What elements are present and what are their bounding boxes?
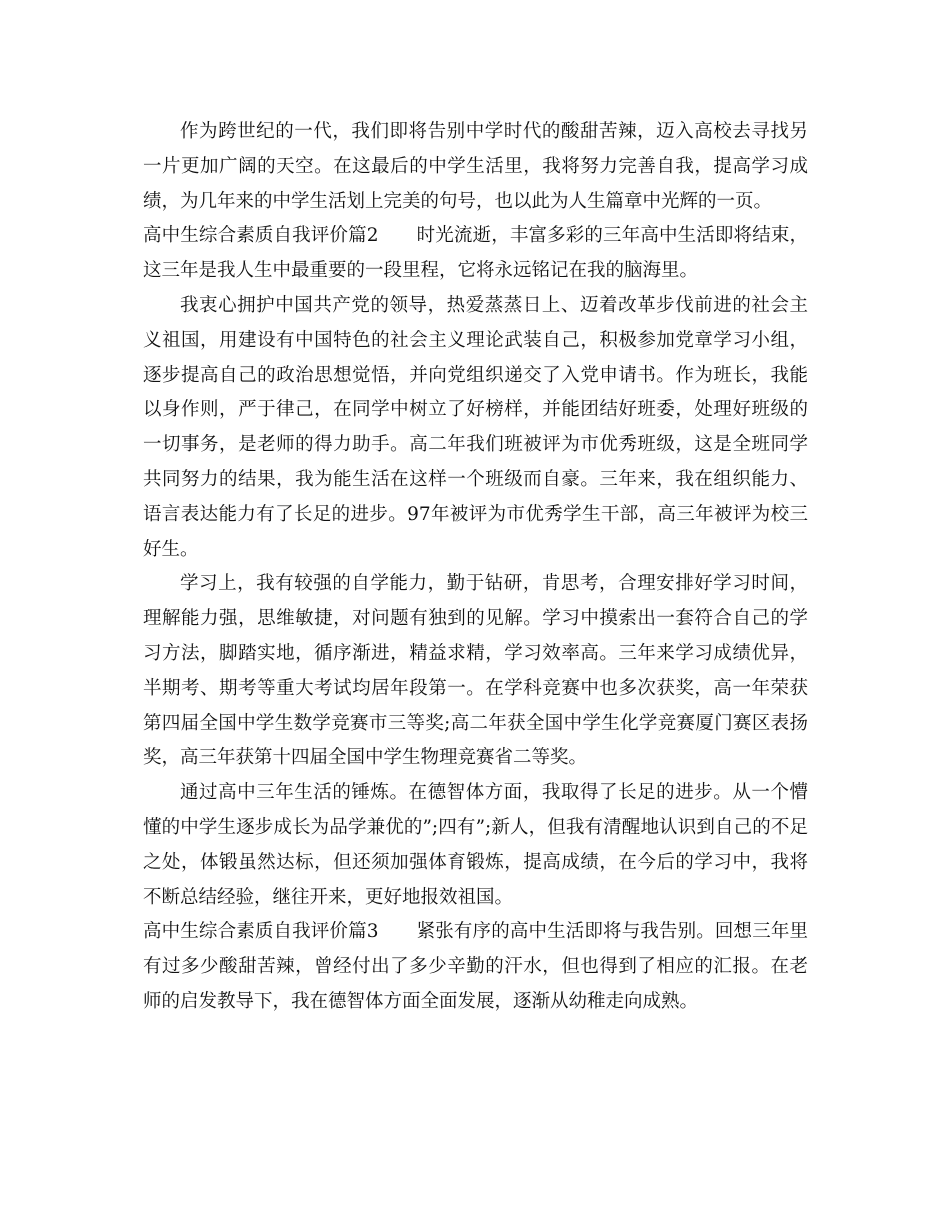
section-2-text: 时光流逝，丰富多彩的三年高中生活即将结束，这三年是我人生中最重要的一段里程，它将永远铭记在我的脑海里。 [143,225,808,282]
section-2-heading: 高中生综合素质自我评价篇2 [143,225,379,247]
paragraph-growth: 通过高中三年生活的锤炼。在德智体方面，我取得了长足的进步。从一个懵懂的中学生逐步成长为品学兼优的”;四有”;新人，但我有清醒地认识到自己的不足之处，体锻虽然达标，但还须加强体育锻炼，提高成绩，在今后的学习中，我将不断总结经验，继往开来，更好地报效祖国。 [143,782,808,908]
paragraph-study: 学习上，我有较强的自学能力，勤于钻研，肯思考，合理安排好学习时间，理解能力强，思维敏捷，对问题有独到的见解。学习中摸索出一套符合自己的学习方法，脚踏实地，循序渐进，精益求精，学习效率高。三年来学习成绩优异，半期考、期考等重大考试均居年段第一。在学科竞赛中也多次获奖，高一年荣获第四届全国中学生数学竞赛市三等奖;高二年获全国中学生化学竞赛厦门赛区表扬奖，高三年获第十四届全国中学生物理竞赛省二等奖。 [143,573,808,769]
paragraph-intro: 作为跨世纪的一代，我们即将告别中学时代的酸甜苦辣，迈入高校去寻找另一片更加广阔的天空。在这最后的中学生活里，我将努力完善自我，提高学习成绩，为几年来的中学生活划上完美的句号，也以此为人生篇章中光辉的一页。 [143,121,808,212]
section-3-text: 紧张有序的高中生活即将与我告别。回想三年里有过多少酸甜苦辣，曾经付出了多少辛勤的汗水，但也得到了相应的汇报。在老师的启发教导下，我在德智体方面全面发展，逐渐从幼稚走向成熟。 [143,921,808,1012]
section-2 [143,219,808,289]
document-body [143,115,808,1020]
section-3-heading: 高中生综合素质自我评价篇3 [143,921,379,943]
paragraph-political: 我衷心拥护中国共产党的领导，热爱蒸蒸日上、迈着改革步伐前进的社会主义祖国，用建设有中国特色的社会主义理论武装自己，积极参加党章学习小组，逐步提高自己的政治思想觉悟，并向党组织递交了入党申请书。作为班长，我能以身作则，严于律己，在同学中树立了好榜样，并能团结好班委，处理好班级的一切事务，是老师的得力助手。高二年我们班被评为市优秀班级，这是全班同学共同努力的结果，我为能生活在这样一个班级而自豪。三年来，我在组织能力、语言表达能力有了长足的进步。97年被评为市优秀学生干部，高三年被评为校三好生。 [143,294,808,560]
section-3 [143,915,808,1019]
